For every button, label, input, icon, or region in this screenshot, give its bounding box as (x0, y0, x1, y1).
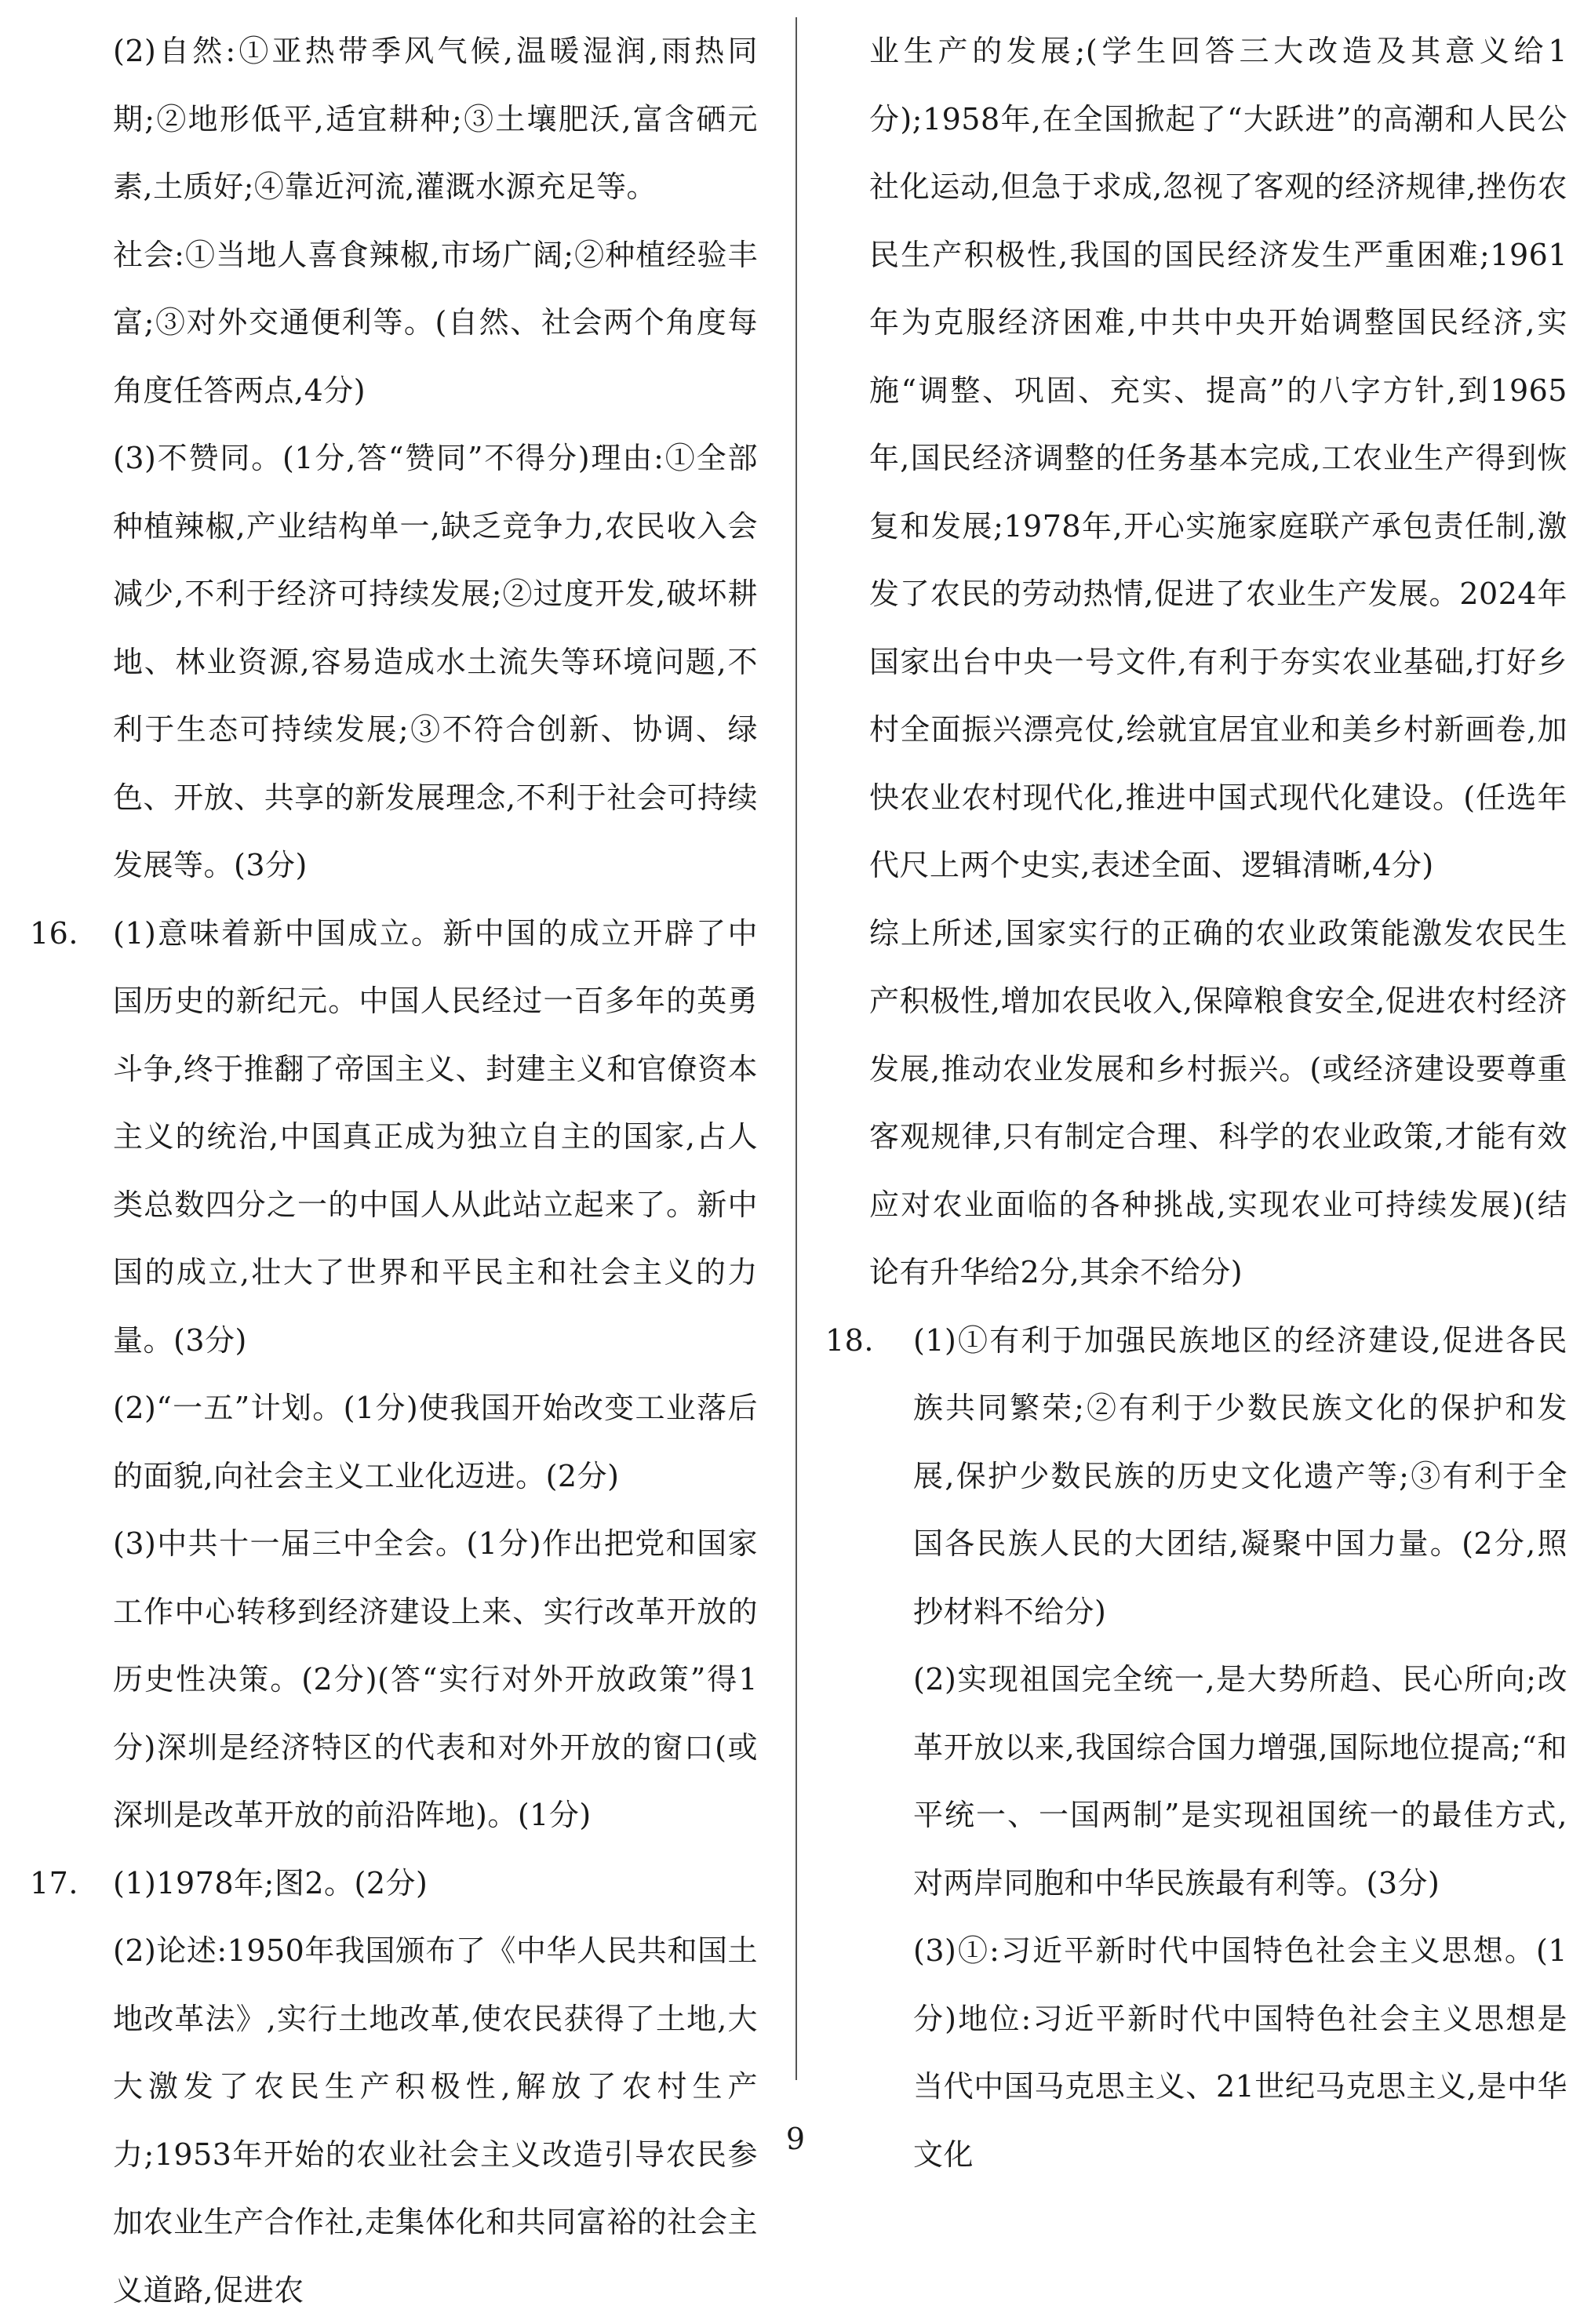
answer-16-3: (3)中共十一届三中全会。(1分)作出把党和国家工作中心转移到经济建设上来、实行改革开放的历史性决策。(2分)(答“实行对外开放政策”得1分)深圳是经济特区的代表和对外开放的窗口(或深圳是改革开放的前沿阵地)。(1分) (113, 1526, 758, 1832)
answer-17-1-text: (1)1978年;图2。(2分) (113, 1865, 428, 1900)
answer-18-1-text: (1)①有利于加强民族地区的经济建设,促进各民族共同繁荣;②有利于少数民族文化的保护和发展,保护少数民族的历史文化遗产等;③有利于全国各民族人民的大团结,凝聚中国力量。(2分,照抄材料不给分) (913, 1322, 1567, 1629)
answer-18-2: (2)实现祖国完全统一,是大势所趋、民心所向;改革开放以来,我国综合国力增强,国际地位提高;“和平统一、一国两制”是实现祖国统一的最佳方式,对两岸同胞和中华民族最有利等。(3分) (913, 1662, 1567, 1900)
answer-15-2-natural: (2)自然:①亚热带季风气候,温暖湿润,雨热同期;②地形低平,适宜耕种;③土壤肥沃,富含硒元素,土质好;④靠近河流,灌溉水源充足等。 (113, 34, 758, 204)
answer-15-2-social: 社会:①当地人喜食辣椒,市场广阔;②种植经验丰富;③对外交通便利等。(自然、社会两个角度每角度任答两点,4分) (113, 237, 758, 408)
question-number-16: 16. (30, 915, 78, 951)
answer-17-1 (30, 1849, 758, 1918)
answer-17-2-conclusion: 综上所述,国家实行的正确的农业政策能激发农民生产积极性,增加农民收入,保障粮食安全,促进农村经济发展,推动农业发展和乡村振兴。(或经济建设要尊重客观规律,只有制定合理、科学的农业政策,才能有效应对农业面临的各种挑战,实现农业可持续发展)(结论有升华给2分,其余不给分) (869, 915, 1567, 1289)
page-number: 9 (785, 2122, 806, 2156)
answer-17-2-part2: 业生产的发展;(学生回答三大改造及其意义给1分);1958年,在全国掀起了“大跃进”的高潮和人民公社化运动,但急于求成,忽视了客观的经济规律,挫伤农民生产积极性,我国的国民经济发生严重困难;1961年为克服经济困难,中共中央开始调整国民经济,实施“调整、巩固、充实、提高”的八字方针,到1965年,国民经济调整的任务基本完成,工农业生产得到恢复和发展;1978年,开心实施家庭联产承包责任制,激发了农民的劳动热情,促进了农业生产发展。2024年国家出台中央一号文件,有利于夯实农业基础,打好乡村全面振兴漂亮仗,绘就宜居宜业和美乡村新画卷,加快农业农村现代化,推进中国式现代化建设。(任选年代尺上两个史实,表述全面、逻辑清晰,4分) (869, 34, 1567, 882)
answer-17-2-part1: (2)论述:1950年我国颁布了《中华人民共和国土地改革法》,实行土地改革,使农民获得了土地,大大激发了农民生产积极性,解放了农村生产力;1953年开始的农业社会主义改造引导农民参加农业生产合作社,走集体化和共同富裕的社会主义道路,促进农 (113, 1933, 758, 2308)
answer-18-1 (825, 1307, 1567, 1646)
left-column (30, 17, 758, 2324)
right-column (825, 17, 1567, 2188)
question-number-17: 17. (30, 1865, 78, 1900)
answer-15-3: (3)不赞同。(1分,答“赞同”不得分)理由:①全部种植辣椒,产业结构单一,缺乏竞争力,农民收入会减少,不利于经济可持续发展;②过度开发,破坏耕地、林业资源,容易造成水土流失等环境问题,不利于生态可持续发展;③不符合创新、协调、绿色、开放、共享的新发展理念,不利于社会可持续发展等。(3分) (113, 441, 758, 882)
answer-18-3: (3)①:习近平新时代中国特色社会主义思想。(1分)地位:习近平新时代中国特色社会主义思想是当代中国马克思主义、21世纪马克思主义,是中华文化 (913, 1933, 1567, 2172)
answer-16-1 (30, 900, 758, 1375)
question-number-18: 18. (825, 1322, 874, 1358)
answer-16-1-text: (1)意味着新中国成立。新中国的成立开辟了中国历史的新纪元。中国人民经过一百多年的英勇斗争,终于推翻了帝国主义、封建主义和官僚资本主义的统治,中国真正成为独立自主的国家,占人类总数四分之一的中国人从此站立起来了。新中国的成立,壮大了世界和平民主和社会主义的力量。(3分) (113, 915, 758, 1358)
column-divider (796, 17, 797, 2080)
answer-16-2: (2)“一五”计划。(1分)使我国开始改变工业落后的面貌,向社会主义工业化迈进。(2分) (113, 1391, 758, 1493)
